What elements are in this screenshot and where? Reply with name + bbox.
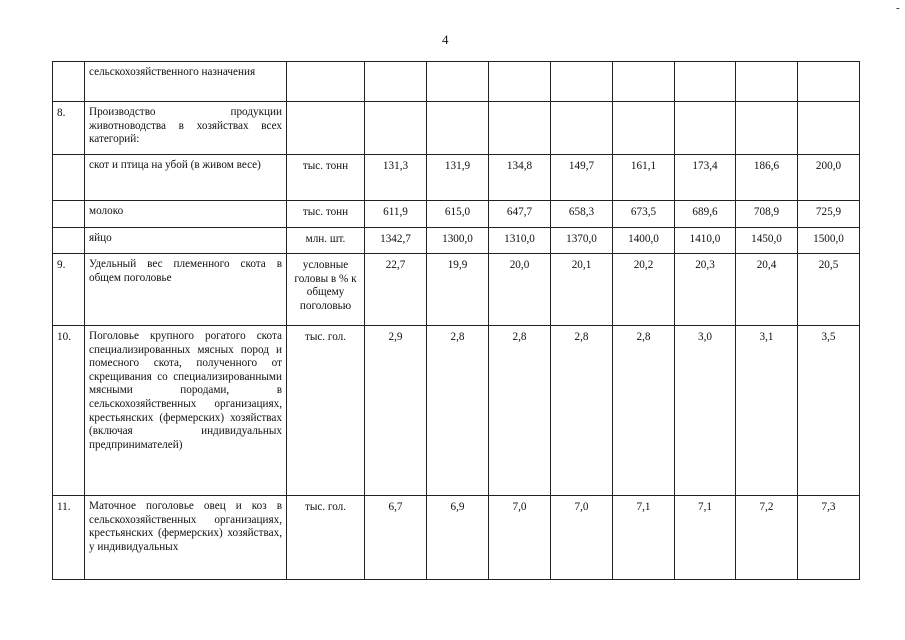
value-cell: 134,8 <box>489 155 551 201</box>
value-cell <box>489 62 551 102</box>
value-cell: 611,9 <box>365 201 427 228</box>
value-cell: 689,6 <box>675 201 736 228</box>
table-row <box>53 496 860 580</box>
value-cell: 131,9 <box>427 155 489 201</box>
value-cell: 615,0 <box>427 201 489 228</box>
row-index-cell: 8. <box>53 102 85 155</box>
value-cell: 7,1 <box>675 496 736 580</box>
value-cell <box>551 102 613 155</box>
row-index-cell: 10. <box>53 326 85 496</box>
value-cell: 1410,0 <box>675 228 736 254</box>
table-row <box>53 62 860 102</box>
row-index-cell <box>53 155 85 201</box>
value-cell: 2,8 <box>551 326 613 496</box>
value-cell: 3,0 <box>675 326 736 496</box>
value-cell <box>798 62 860 102</box>
value-cell <box>551 62 613 102</box>
value-cell: 2,9 <box>365 326 427 496</box>
unit-cell: тыс. гол. <box>287 326 365 496</box>
value-cell: 20,0 <box>489 254 551 326</box>
value-cell: 1400,0 <box>613 228 675 254</box>
value-cell: 3,1 <box>736 326 798 496</box>
table-row <box>53 155 860 201</box>
indicators-table <box>52 61 860 580</box>
value-cell <box>736 102 798 155</box>
unit-cell: млн. шт. <box>287 228 365 254</box>
value-cell: 186,6 <box>736 155 798 201</box>
row-index-cell <box>53 62 85 102</box>
value-cell: 200,0 <box>798 155 860 201</box>
value-cell <box>365 102 427 155</box>
table-row <box>53 201 860 228</box>
indicator-name-cell: скот и птица на убой (в живом весе) <box>85 155 287 201</box>
value-cell: 7,2 <box>736 496 798 580</box>
value-cell: 173,4 <box>675 155 736 201</box>
value-cell: 1342,7 <box>365 228 427 254</box>
value-cell <box>675 62 736 102</box>
value-cell <box>427 102 489 155</box>
value-cell: 2,8 <box>427 326 489 496</box>
unit-cell: тыс. тонн <box>287 155 365 201</box>
page-number: 4 <box>442 32 449 47</box>
value-cell: 131,3 <box>365 155 427 201</box>
value-cell: 7,0 <box>551 496 613 580</box>
value-cell: 1450,0 <box>736 228 798 254</box>
indicator-name-cell: Поголовье крупного рогатого скота специализированных мясных пород и помесного скота, полученного от скрещивания со специализированными мясными породами, в сельскохозяйственных организациях, крестьянских (фермерских) хозяйствах (включая индивидуальных предпринимателей) <box>85 326 287 496</box>
value-cell <box>613 102 675 155</box>
table-row <box>53 102 860 155</box>
value-cell: 1310,0 <box>489 228 551 254</box>
value-cell: 2,8 <box>613 326 675 496</box>
value-cell: 1500,0 <box>798 228 860 254</box>
value-cell: 658,3 <box>551 201 613 228</box>
value-cell: 6,9 <box>427 496 489 580</box>
value-cell: 20,3 <box>675 254 736 326</box>
value-cell: 7,3 <box>798 496 860 580</box>
value-cell: 20,2 <box>613 254 675 326</box>
value-cell: 647,7 <box>489 201 551 228</box>
value-cell: 7,0 <box>489 496 551 580</box>
value-cell: 20,4 <box>736 254 798 326</box>
row-index-cell: 9. <box>53 254 85 326</box>
table-row <box>53 228 860 254</box>
value-cell: 2,8 <box>489 326 551 496</box>
row-index-cell <box>53 228 85 254</box>
indicator-name-cell: Удельный вес племенного скота в общем поголовье <box>85 254 287 326</box>
value-cell <box>736 62 798 102</box>
value-cell: 725,9 <box>798 201 860 228</box>
value-cell: 20,5 <box>798 254 860 326</box>
unit-cell: тыс. гол. <box>287 496 365 580</box>
value-cell: 673,5 <box>613 201 675 228</box>
value-cell: 20,1 <box>551 254 613 326</box>
indicator-name-cell: Производство продукции животноводства в хозяйствах всех категорий: <box>85 102 287 155</box>
value-cell: 161,1 <box>613 155 675 201</box>
row-index-cell: 11. <box>53 496 85 580</box>
value-cell: 3,5 <box>798 326 860 496</box>
value-cell: 22,7 <box>365 254 427 326</box>
value-cell <box>489 102 551 155</box>
indicator-name-cell: яйцо <box>85 228 287 254</box>
value-cell: 1370,0 <box>551 228 613 254</box>
unit-cell: тыс. тонн <box>287 201 365 228</box>
value-cell: 19,9 <box>427 254 489 326</box>
value-cell <box>675 102 736 155</box>
value-cell: 1300,0 <box>427 228 489 254</box>
value-cell: 6,7 <box>365 496 427 580</box>
indicator-name-cell: сельскохозяйственного назначения <box>85 62 287 102</box>
value-cell <box>798 102 860 155</box>
unit-cell <box>287 62 365 102</box>
unit-cell <box>287 102 365 155</box>
row-index-cell <box>53 201 85 228</box>
value-cell: 708,9 <box>736 201 798 228</box>
indicator-name-cell: молоко <box>85 201 287 228</box>
table-row <box>53 326 860 496</box>
unit-cell: условные головы в % к общему поголовью <box>287 254 365 326</box>
table-row <box>53 254 860 326</box>
value-cell: 7,1 <box>613 496 675 580</box>
value-cell <box>427 62 489 102</box>
value-cell <box>613 62 675 102</box>
corner-mark: - <box>896 2 900 14</box>
value-cell <box>365 62 427 102</box>
indicator-name-cell: Маточное поголовье овец и коз в сельскохозяйственных организациях, крестьянских (фермерских) хозяйствах, у индивидуальных <box>85 496 287 580</box>
value-cell: 149,7 <box>551 155 613 201</box>
